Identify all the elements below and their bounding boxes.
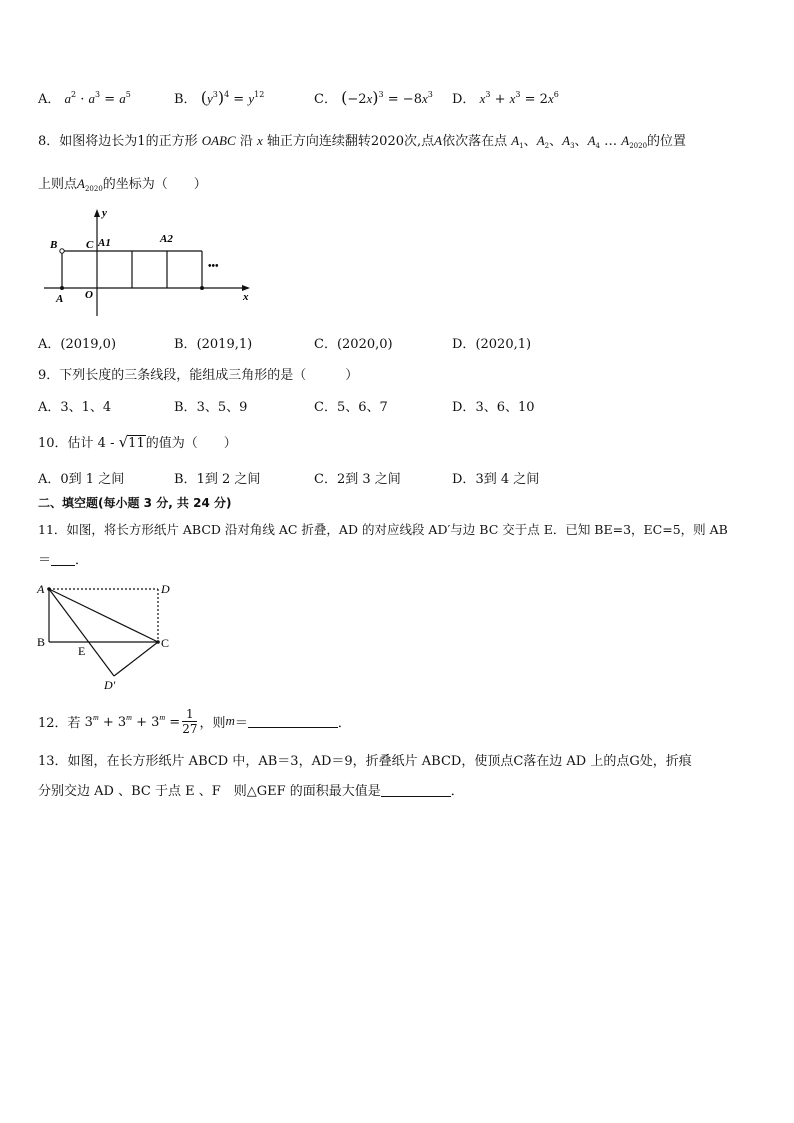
- answer-blank[interactable]: [51, 553, 75, 566]
- label-c: C: [161, 636, 170, 650]
- label-b: B: [50, 239, 58, 251]
- q11-answer-line: ＝ ．: [38, 553, 89, 568]
- q8-option-d: D．(2020,1): [452, 337, 532, 352]
- label-b: B: [37, 635, 46, 649]
- q8-option-b: B．(2019,1): [174, 337, 253, 352]
- label-a: A: [37, 582, 45, 596]
- q8-option-c: C．(2020,0): [314, 337, 393, 352]
- label-d-prime: D′: [104, 678, 116, 692]
- option-label: D．: [452, 92, 476, 107]
- q11-question-text: 11．如图，将长方形纸片 ABCD 沿对角线 AC 折叠，AD 的对应线段 AD′与边 BC 交于点 E．已知 BE=3，EC=5，则 AB: [38, 522, 728, 537]
- point-end: [200, 286, 204, 290]
- q10-option-a: A．0到 1 之间: [38, 472, 125, 487]
- q8-option-a: A．(2019,0): [38, 337, 117, 352]
- answer-blank[interactable]: [381, 784, 451, 797]
- q10-option-d: D．3到 4 之间: [452, 472, 540, 487]
- q10-option-b: B．1到 2 之间: [174, 472, 261, 487]
- answer-blank[interactable]: [248, 715, 338, 728]
- segment-ad-prime: [49, 589, 114, 676]
- q9-option-b: B．3、5、9: [174, 400, 248, 415]
- q7-option-b: B． $(y^3)^4 = y^{12}$: [174, 88, 265, 107]
- y-label: y: [102, 207, 107, 219]
- q7-option-c: C． $(-2x)^3 = -8x^3$: [314, 88, 433, 107]
- point-a: [60, 286, 64, 290]
- point-b: [60, 249, 64, 253]
- q8-figure: [38, 204, 258, 319]
- q9-option-a: A．3、1、4: [38, 400, 112, 415]
- label-a2: A2: [160, 233, 173, 245]
- q7-option-a: A． $a^2 \cdot a^3 = a^5$: [38, 90, 131, 107]
- option-label: B．: [174, 92, 197, 107]
- q10-option-c: C．2到 3 之间: [314, 472, 401, 487]
- q8-question-text: 8．如图将边长为1的正方形 OABC 沿 x 轴正方向连续翻转2020次,点A依次落在点 $A_1$、$A_2$、$A_3$、$A_4$ … $A_{2020}$的位置: [38, 133, 687, 150]
- q11-figure: [36, 578, 186, 693]
- y-axis-arrow-icon: [94, 209, 100, 217]
- x-label: x: [243, 291, 249, 303]
- q8-question-text-line2: 上则点$A_{2020}$的坐标为（ ）: [38, 176, 207, 193]
- label-d: D: [161, 582, 170, 596]
- q9-option-c: C．5、6、7: [314, 400, 388, 415]
- q7-option-d: D． $x^3 + x^3 = 2x^6$: [452, 90, 559, 107]
- q13-question-text: 13．如图，在长方形纸片 ABCD 中，AB＝3，AD＝9，折叠纸片 ABCD，使顶点C落在边 AD 上的点G处，折痕: [38, 754, 692, 769]
- segment-d-prime-c: [114, 642, 158, 676]
- q9-option-d: D．3、6、10: [452, 400, 535, 415]
- label-e: E: [78, 644, 86, 658]
- q13-answer-line: 分别交边 AD 、BC 于点 E 、F 则△GEF 的面积最大值是 ．: [38, 784, 464, 799]
- label-a: A: [56, 293, 64, 305]
- fraction: $\frac{1}{27}$: [182, 706, 198, 736]
- option-label: C．: [314, 92, 337, 107]
- section-title: 二、填空题(每小题 3 分, 共 24 分): [38, 496, 232, 510]
- label-o: O: [85, 289, 93, 301]
- label-c: C: [86, 239, 94, 251]
- q12-question-text: 12．若 $3^m + 3^m + 3^m$ = $\frac{1}{27}$ ，则 m ＝ ．: [38, 706, 351, 736]
- label-a1: A1: [98, 237, 111, 249]
- diagonal-ac: [49, 589, 158, 642]
- q9-question-text: 9．下列长度的三条线段，能组成三角形的是（ ）: [38, 368, 359, 383]
- q10-question-text: 10．估计 4 - √11的值为（ ）: [38, 433, 237, 451]
- continuation-dots: •••: [208, 261, 219, 272]
- option-label: A．: [38, 92, 61, 107]
